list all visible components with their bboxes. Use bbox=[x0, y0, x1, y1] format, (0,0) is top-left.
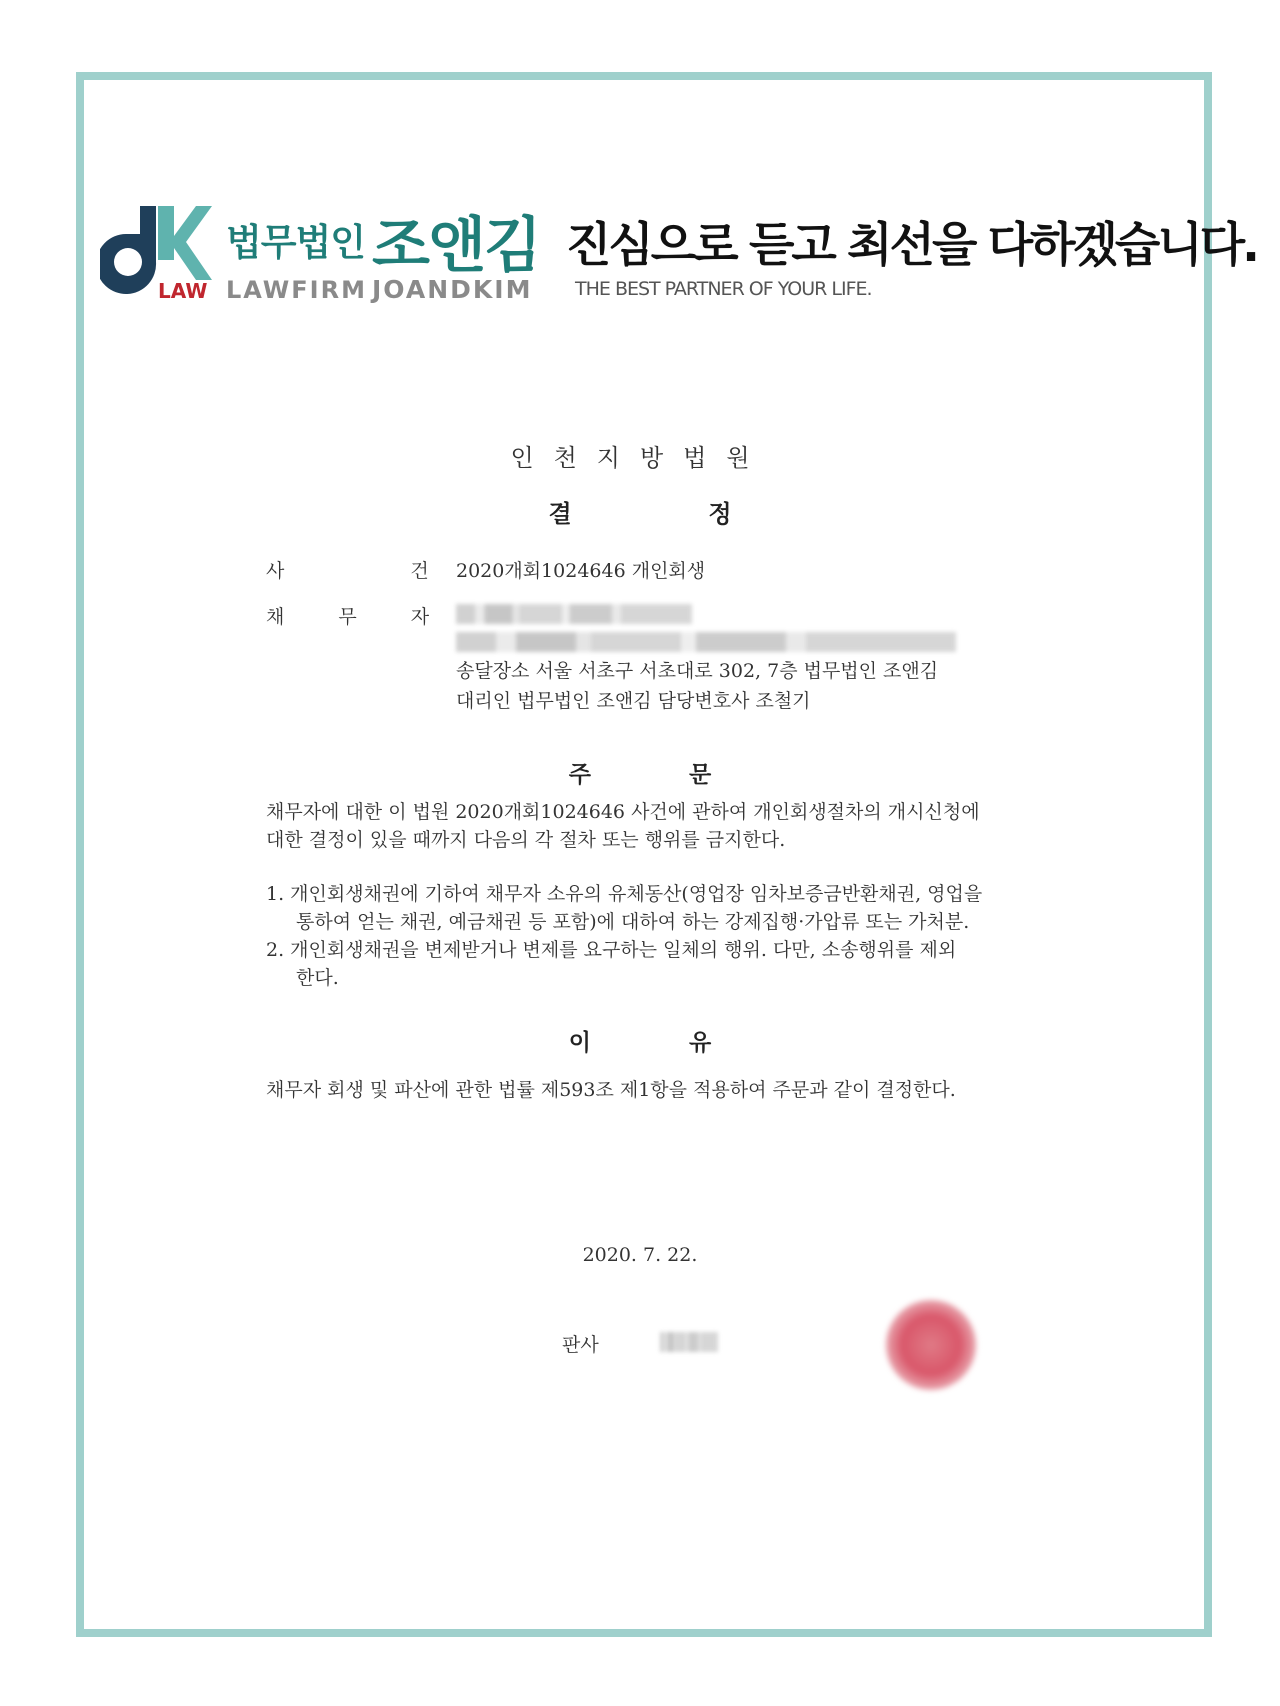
watermark bbox=[540, 840, 780, 880]
order-item-2-line-1: 2. 개인회생채권을 변제받거나 변제를 요구하는 일체의 행위. 다만, 소송행위를 제외 bbox=[266, 939, 957, 961]
firm-name-ko: 조앤김 bbox=[372, 211, 540, 281]
order-heading bbox=[0, 756, 1280, 789]
logo-law-text: LAW bbox=[158, 279, 208, 300]
title-char-2: 정 bbox=[708, 500, 732, 528]
service-address: 송달장소 서울 서초구 서초대로 302, 7층 법무법인 조앤김 bbox=[456, 660, 939, 682]
court-seal-icon bbox=[886, 1300, 976, 1390]
reason-text: 채무자 회생 및 파산에 관한 법률 제593조 제1항을 적용하여 주문과 같이 결정한다. bbox=[266, 1079, 956, 1101]
case-label: 사 건 bbox=[266, 560, 489, 582]
order-title-char-2: 문 bbox=[689, 762, 712, 788]
title-char-1: 결 bbox=[548, 500, 572, 528]
redacted-debtor-name bbox=[456, 604, 692, 624]
redacted-judge-name bbox=[660, 1332, 718, 1352]
order-title-char-1: 주 bbox=[568, 762, 591, 788]
firm-type-ko: 법무법인 bbox=[226, 221, 365, 264]
agent: 대리인 법무법인 조앤김 담당변호사 조철기 bbox=[456, 690, 811, 712]
order-item-2 bbox=[266, 936, 1056, 992]
order-text-line-2: 대한 결정이 있을 때까지 다음의 각 절차 또는 행위를 금지한다. bbox=[266, 829, 786, 851]
court-name: 인천지방법원 bbox=[510, 444, 770, 472]
document-title bbox=[0, 494, 1280, 529]
order-item-1-line-1: 1. 개인회생채권에 기하여 채무자 소유의 유체동산(영업장 임차보증금반환채권, 영업을 bbox=[266, 883, 983, 905]
reason-title-char-2: 유 bbox=[689, 1030, 712, 1056]
jk-logo-icon bbox=[100, 200, 212, 300]
order-item-1 bbox=[266, 880, 1056, 936]
decision-date: 2020. 7. 22. bbox=[582, 1244, 698, 1266]
firm-type-en: LAWFIRM bbox=[226, 276, 367, 304]
redacted-debtor-address bbox=[456, 632, 956, 652]
order-item-1-line-2: 통하여 얻는 채권, 예금채권 등 포함)에 대하여 하는 강제집행·가압류 또는 가처분. bbox=[296, 911, 970, 933]
reason-title-char-1: 이 bbox=[568, 1030, 591, 1056]
reason-heading bbox=[0, 1024, 1280, 1057]
slogan: 진심으로 듣고 최선을 다하겠습니다. bbox=[566, 218, 1257, 273]
case-value: 2020개회1024646 개인회생 bbox=[456, 560, 706, 582]
order-item-2-line-2: 한다. bbox=[296, 967, 339, 989]
order-text-line-1: 채무자에 대한 이 법원 2020개회1024646 사건에 관하여 개인회생절차의 개시신청에 bbox=[266, 801, 980, 823]
debtor-label: 채 무 자 bbox=[266, 606, 454, 628]
firm-name-en: JOANDKIM bbox=[372, 275, 533, 304]
judge-label: 판사 bbox=[562, 1334, 599, 1356]
slogan-subtitle: THE BEST PARTNER OF YOUR LIFE. bbox=[575, 278, 872, 300]
